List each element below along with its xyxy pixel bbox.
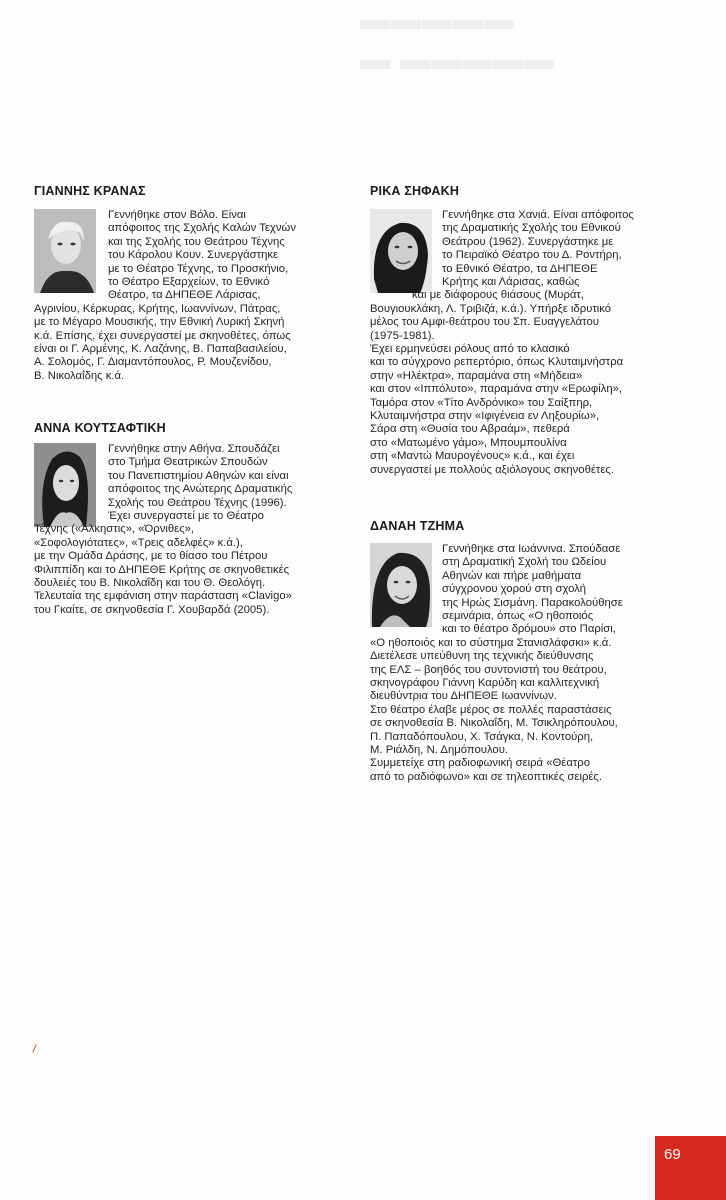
portrait-photo: [34, 443, 96, 527]
bio-name: ΡΙΚΑ ΣΗΦΑΚΗ: [370, 184, 460, 198]
bio-text-line: με την Ομάδα Δράσης, με το θίασο του Πέτρου: [34, 550, 268, 563]
bio-text-line: κ.ά. Επίσης, έχει συνεργαστεί με σκηνοθέτες, όπως: [34, 329, 291, 342]
bio-text-line: Φιλιππίδη και το ΔΗΠΕΘΕ Κρήτης σε σκηνοθετικές: [34, 563, 290, 576]
bio-text-line: Σχολής του Θεάτρου Τέχνης (1996).: [108, 496, 287, 509]
bio-text-line: σκηνογράφου Γιάννη Καρύδη και καλλιτεχνική: [370, 677, 600, 689]
bio-text-line: στην «Ηλέκτρα», παραμάνα στη «Μήδεια»: [370, 369, 583, 382]
bio-text-line: του Πανεπιστημίου Αθηνών και είναι: [108, 469, 289, 482]
show-through-text: ▬▬▬▬▬ ▬ ▬▬▬▬▬: [360, 3, 556, 76]
bio-text-line: σε σκηνοθεσία Β. Νικολαΐδη, Μ. Τσικληρόπουλου,: [370, 717, 618, 730]
bio-text-line: στη Δραματική Σχολή του Ωδείου: [442, 556, 607, 569]
bio-text-line: Π. Παπαδόπουλου, Χ. Τσάγκα, Ν. Κοντούρη,: [370, 730, 594, 743]
portrait-photo: [370, 209, 432, 293]
bio-text-line: το Εθνικό Θέατρο, τα ΔΗΠΕΘΕ: [442, 262, 598, 275]
bio-text-line: στο Τμήμα Θεατρικών Σπουδών: [108, 456, 268, 469]
bio-text-line: στη «Μαντώ Μαυρογένους» κ.ά., και έχει: [370, 450, 575, 463]
bio-text-line: και το θέατρο δρόμου» στο Παρίσι,: [442, 623, 616, 636]
bio-text-line: το Θέατρο Εξαρχείων, το Εθνικό: [108, 276, 270, 288]
bio-text-line: Τελευταία της εμφάνιση στην παράσταση «Clavigo»: [34, 590, 292, 603]
bio-text-line: Τέχνης («Άλκηστις», «Όρνιθες»,: [34, 523, 195, 536]
bio-text-line: Γεννήθηκε στα Χανιά. Είναι απόφοιτος: [442, 209, 634, 221]
bio-text-line: του Γκαίτε, σε σκηνοθεσία Γ. Χουβαρδά (2005).: [34, 603, 270, 616]
bio-text-line: και της Σχολής του Θεάτρου Τέχνης: [108, 235, 285, 248]
bio-text-line: το Πειραϊκό Θέατρο του Δ. Ροντήρη,: [442, 249, 622, 262]
portrait-photo: [370, 543, 432, 627]
bio-giannis-kranas: [34, 184, 296, 382]
bio-text-line: δουλειές του Β. Νικολαΐδη και του Θ. Θεολόγη.: [34, 577, 266, 589]
bio-anna-koutsaftiki: [34, 421, 293, 616]
bio-text-line: Συμμετείχε στη ραδιοφωνική σειρά «Θέατρο: [370, 757, 591, 770]
bio-text-line: διευθύντρια του ΔΗΠΕΘΕ Ιωαννίνων.: [370, 690, 557, 703]
bio-text-line: (1975-1981).: [370, 329, 435, 342]
bio-text-line: Στο θέατρο έλαβε μέρος σε πολλές παραστάσεις: [370, 703, 612, 716]
bio-text-line: με το Μέγαρο Μουσικής, την Εθνική Λυρική Σκηνή: [34, 316, 285, 329]
bio-danai-tzima: [370, 519, 623, 783]
bio-text-line: Έχει ερμηνεύσει ρόλους από το κλασικό: [370, 343, 570, 355]
bio-text-line: Διετέλεσε υπεύθυνη της τεχνικής διεύθυνσης: [370, 650, 594, 663]
bio-text-line: Κλυταιμνήστρα στην «Ιφιγένεια εν Ληξουρίω»,: [370, 410, 600, 422]
bio-text-line: από το ραδιόφωνο» και σε τηλεοπτικές σειρές.: [370, 770, 602, 783]
bio-name: ΔΑΝΑΗ ΤΖΗΜΑ: [370, 519, 465, 533]
bio-text-line: στο «Ματωμένο γάμο», Μπουμπουλίνα: [370, 436, 567, 449]
stray-mark: [32, 1044, 37, 1053]
bio-rika-sifaki: [370, 184, 634, 476]
bio-text-line: Μ. Ριάλδη, Ν. Δημόπουλου.: [370, 744, 509, 756]
bio-text-line: με το Θέατρο Τέχνης, το Προσκήνιο,: [108, 262, 289, 275]
bio-text-line: της Δραματικής Σχολής του Εθνικού: [442, 222, 621, 235]
bio-text-line: και με διάφορους θιάσους (Μυράτ,: [412, 289, 585, 302]
bio-text-line: απόφοιτος της Σχολής Καλών Τεχνών: [108, 222, 296, 235]
bio-text-line: απόφοιτος της Ανώτερης Δραματικής: [108, 483, 293, 496]
bio-text-line: Έχει συνεργαστεί με το Θέατρο: [108, 510, 264, 522]
bio-text-line: Θέατρο, τα ΔΗΠΕΘΕ Λάρισας,: [108, 289, 261, 302]
bio-name: ΑΝΝΑ ΚΟΥΤΣΑΦΤΙΚΗ: [34, 421, 166, 435]
bio-text-line: Α. Σολομός, Γ. Διαμαντόπουλος, Ρ. Μουζενίδου,: [34, 356, 272, 369]
bio-text-line: Γεννήθηκε στα Ιωάννινα. Σπούδασε: [442, 543, 621, 555]
bio-text-line: Γεννήθηκε στην Αθήνα. Σπουδάζει: [108, 443, 280, 455]
bio-text-line: Σάρα στη «Θυσία του Αβραάμ», πεθερά: [370, 423, 570, 436]
bio-text-line: σεμινάρια, όπως «Ο ηθοποιός: [442, 610, 594, 622]
bio-text-line: Β. Νικολαΐδης κ.ά.: [34, 369, 125, 382]
bio-text-line: Βουγιουκλάκη, Λ. Τριβιζά, κ.ά.). Υπήρξε ιδρυτικό: [370, 302, 612, 315]
bio-text-line: «Ο ηθοποιός και το σύστημα Στανισλάφσκι» κ.ά.: [370, 636, 612, 649]
bio-text-line: «Σοφολογιότατες», «Τρεις αδελφές» κ.ά.),: [34, 536, 243, 549]
bio-text-line: του Κάρολου Κουν. Συνεργάστηκε: [108, 249, 279, 262]
bio-text-line: Θεάτρου (1962). Συνεργάστηκε με: [442, 235, 614, 248]
bio-text-line: είναι οι Γ. Αρμένης, Κ. Λαζάνης, Β. Παπαβασιλείου,: [34, 343, 287, 355]
bio-name: ΓΙΑΝΝΗΣ ΚΡΑΝΑΣ: [34, 184, 146, 198]
bio-text-line: της ΕΛΣ – βοηθός του συντονιστή του θεάτρου,: [370, 663, 607, 676]
bio-text-line: Αθηνών και πήρε μαθήματα: [442, 569, 582, 582]
portrait-photo: [34, 209, 96, 293]
page-number: 69: [664, 1146, 681, 1163]
bio-text-line: Κρήτης και Λάρισας, καθώς: [442, 276, 580, 288]
bio-text-line: Αγρινίου, Κέρκυρας, Κρήτης, Ιωαννίνων, Πάτρας,: [34, 302, 281, 315]
bio-text-line: και το σύγχρονο ρεπερτόριο, όπως Κλυταιμνήστρα: [370, 356, 624, 369]
bio-text-line: μέλος του Αμφι-θεάτρου του Σπ. Ευαγγελάτου: [370, 316, 599, 329]
bio-text-line: σύγχρονου χορού στη σχολή: [442, 583, 587, 596]
bio-text-line: συνεργαστεί με πολλούς αξιόλογους σκηνοθέτες.: [370, 463, 614, 476]
bio-text-line: της Ηρώς Σισμάνη. Παρακολούθησε: [442, 596, 623, 609]
page-number-box: [655, 1136, 726, 1200]
bio-text-line: Γεννήθηκε στον Βόλο. Είναι: [108, 209, 246, 221]
bio-text-line: και στον «Ιππόλυτο», παραμάνα στην «Ερωφίλη»,: [370, 383, 623, 396]
bio-text-line: Ταμόρα στον «Τίτο Ανδρόνικο» του Σαίξπηρ,: [370, 396, 593, 409]
